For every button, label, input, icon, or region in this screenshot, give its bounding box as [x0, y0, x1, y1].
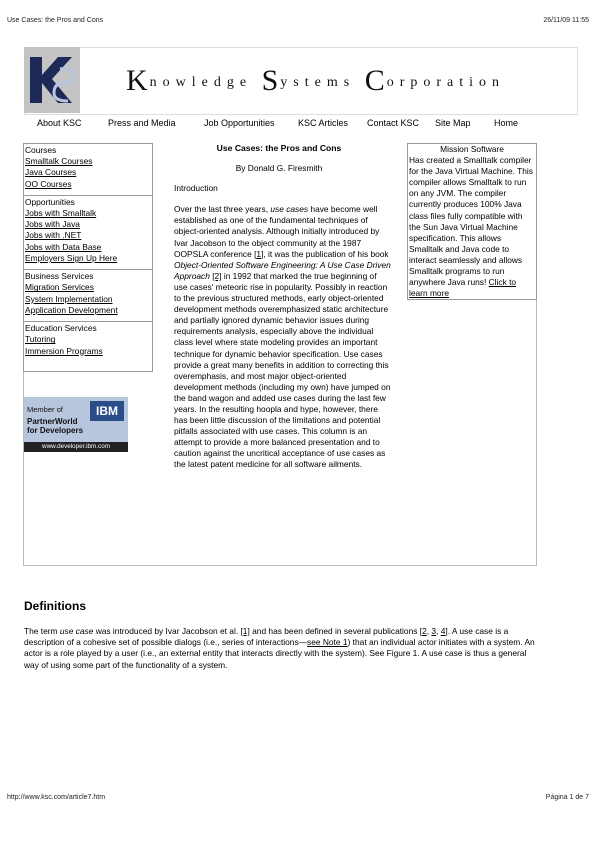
- ref-link-1[interactable]: [1]: [240, 626, 250, 636]
- sidebar-link-jobs-java[interactable]: Jobs with Java: [25, 219, 80, 230]
- print-header-title: Use Cases: the Pros and Cons: [7, 17, 104, 24]
- nav-site-map[interactable]: Site Map: [435, 118, 471, 128]
- ref-link-2[interactable]: 2: [422, 626, 427, 636]
- nav-job-opportunities[interactable]: Job Opportunities: [204, 118, 275, 128]
- ref-link-3[interactable]: 3: [431, 626, 437, 636]
- ref-link-4[interactable]: 4: [440, 626, 446, 636]
- top-nav: [24, 118, 536, 144]
- nav-home[interactable]: Home: [494, 118, 519, 128]
- sidebar-link-tutoring[interactable]: Tutoring: [25, 334, 56, 345]
- article-column: [166, 143, 392, 471]
- article-author: By Donald G. Firesmith: [235, 163, 323, 174]
- sidebar-group-education-services: [24, 322, 152, 371]
- ref-link-1[interactable]: [1]: [254, 248, 264, 259]
- definitions-paragraph: The term use case was introduced by Ivar Jacobson et al. [1] and has been defined in several publications [2, 3, 4]. A use case is a description of a cohesive set of possible dialogs (i.e., series of interactions—see Note 1) that an individual actor initiates with a system. An actor is a role played by a user (i.e., an external entity that interacts directly with the system). See Figure 1. A use case is thus a general way of using some part of the functionality of a system.: [24, 626, 535, 670]
- ksc-logo[interactable]: [24, 47, 80, 113]
- sidebar-link-migration-services[interactable]: Migration Services: [25, 282, 94, 293]
- print-footer-url: http://www.ksc.com/article7.htm: [7, 794, 106, 801]
- sidebar-link-smalltalk-courses[interactable]: Smalltalk Courses: [25, 156, 93, 166]
- badge-url: www.developer.ibm.com: [24, 442, 128, 452]
- banner-title: Knowledge Systems Corporation: [126, 64, 506, 97]
- sidebar-link-jobs-dotnet[interactable]: Jobs with .NET: [25, 230, 82, 241]
- badge-member-text: Member of: [27, 405, 63, 414]
- sidebar-link-oo-courses[interactable]: OO Courses: [25, 178, 72, 189]
- print-header-datetime: 26/11/09 11:55: [543, 17, 589, 24]
- definitions-heading: Definitions: [24, 599, 86, 613]
- ibm-partnerworld-badge[interactable]: [24, 397, 128, 452]
- nav-ksc-articles[interactable]: KSC Articles: [298, 118, 349, 128]
- sidebar-group-courses: [24, 144, 152, 196]
- sidebar-link-jobs-smalltalk[interactable]: Jobs with Smalltalk: [25, 207, 97, 218]
- nav-contact-ksc[interactable]: Contact KSC: [367, 118, 420, 128]
- sidebar-link-system-implementation[interactable]: System Implementation: [25, 293, 113, 304]
- article-title: Use Cases: the Pros and Cons: [216, 143, 342, 153]
- ksc-logo-icon: [24, 47, 80, 113]
- mission-learn-more-link[interactable]: Click to learn more: [409, 277, 517, 299]
- article-paragraph: Over the last three years, use cases have become well established as one of the fundamental techniques of object-oriented analysis. Although initially introduced by Ivar Jacobson to the object community at the 1987 OOPSLA conference [1], it was the publication of his book Object-Oriented Software Engineering: A Use Case Driven Approach [2] in 1992 that marked the true beginning of use cases' meteoric rise in popularity. Possibly in reaction to the previous structured methods, early object-oriented development methods overemphasized static architecture and partially ignored dynamic behavior issues during requirements analysis, especially above the individual class level where state modeling provides an important technique for dynamic behavior specification. Use cases provide a great many benefits in addition to correcting this overemphasis, and most major object-oriented development methods (including my own) have jumped on the band wagon and added use cases during the last few years. In the resulting hoopla and hype, however, there has been little discussion of the limitations and potential pitfalls associated with use cases. This column is an attempt to provide a more balanced presentation and to caution against the uncritical acceptance of use cases as the latest patent medicine for all software ailments.: [174, 204, 391, 470]
- sidebar: [23, 143, 153, 372]
- mission-text: Has created a Smalltalk compiler for the Java Virtual Machine. This compiler allows Smalltalk to run on any JVM. The compiler currently produces 100% Java class files fully compatible with the Sun Java Virtual Machine specification. This allows Smalltalk and Java code to interact seamlessly and allows Smalltalk programs to run anywhere Java runs! Click to learn more: [409, 155, 533, 299]
- nav-press-and-media[interactable]: Press and Media: [108, 118, 176, 128]
- sidebar-group-title: Courses: [25, 145, 57, 155]
- sidebar-group-opportunities: [24, 196, 152, 270]
- sidebar-group-business-services: [24, 270, 152, 322]
- note-1-link[interactable]: see Note 1: [307, 637, 348, 648]
- sidebar-group-title: Education Services: [25, 323, 97, 334]
- print-footer-page: Página 1 de 7: [545, 794, 589, 801]
- mission-software-box: [407, 143, 537, 300]
- sidebar-group-title: Opportunities: [25, 196, 75, 207]
- sidebar-link-immersion-programs[interactable]: Immersion Programs: [25, 345, 103, 356]
- sidebar-link-java-courses[interactable]: Java Courses: [25, 167, 77, 178]
- nav-about-ksc[interactable]: About KSC: [37, 118, 82, 128]
- mission-title: Mission Software: [440, 144, 504, 154]
- sidebar-link-employers-sign-up[interactable]: Employers Sign Up Here: [25, 253, 118, 264]
- ibm-logo-icon: IBM: [90, 401, 124, 421]
- sidebar-link-jobs-database[interactable]: Jobs with Data Base: [25, 241, 102, 252]
- ref-link-2[interactable]: [2]: [212, 270, 222, 281]
- sidebar-link-application-development[interactable]: Application Development: [25, 304, 118, 315]
- badge-partnerworld-text: PartnerWorld for Developers: [27, 417, 84, 435]
- intro-heading: Introduction: [174, 183, 218, 194]
- sidebar-group-title: Business Services: [25, 271, 94, 282]
